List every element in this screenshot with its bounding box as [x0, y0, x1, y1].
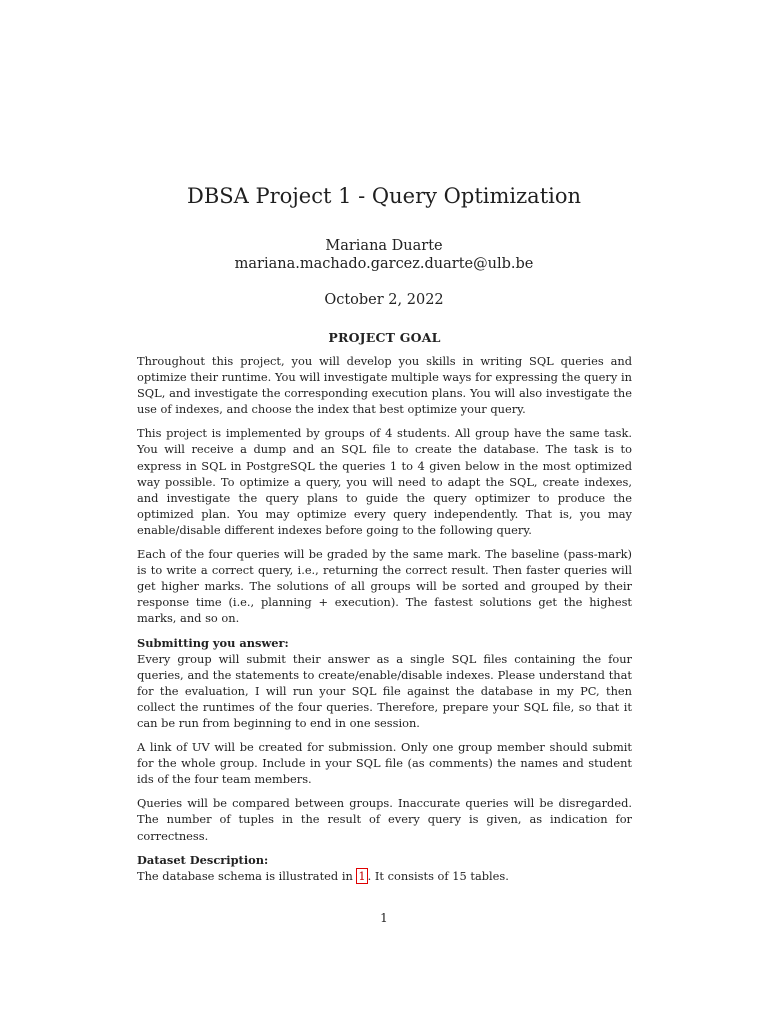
paragraph-groups: This project is implemented by groups of 4 students. All group have the same task. You will receive a dump and an SQL file to create the database. The task is to express in SQL in PostgreSQL the queries 1 to 4 given below in the most optimized way possible. To optimize a query, you will need to adapt the SQL, create indexes, and investigate the query plans to guide the query optimizer to produce the optimized plan. You may optimize every query independently. That is, you may enable/disable different indexes before going to the following query. [137, 426, 632, 537]
paragraph-submission-link: A link of UV will be created for submission. Only one group member should submit for the whole group. Include in your SQL file (as comments) the names and student ids of the four team members. [137, 740, 632, 787]
document-title: DBSA Project 1 - Query Optimization [186, 184, 582, 208]
subheading-dataset: Dataset Description: [137, 852, 269, 867]
paragraph-comparison: Queries will be compared between groups. Inaccurate queries will be disregarded. The number of tuples in the result of every query is given, as indication for correctness. [137, 796, 632, 843]
paragraph-submitting: Every group will submit their answer as a single SQL files containing the four queries, and the statements to create/enable/disable indexes. Please understand that for the evaluation, I will run your SQL file against the database in my PC, then collect the runtimes of the four queries. Therefore, prepare your SQL file, so that it can be run from beginning to end in one session. [137, 651, 632, 730]
subheading-submitting: Submitting you answer: [137, 635, 289, 650]
paragraph-grading: Each of the four queries will be graded by the same mark. The baseline (pass-mark) is to write a correct query, i.e., returning the correct result. Then faster queries will get higher marks. The solutions of all groups will be sorted and grouped by their response time (i.e., planning + execution). The fastest solutions get the highest marks, and so on. [137, 547, 632, 626]
page-number: 1 [380, 911, 388, 925]
author-name: Mariana Duarte [325, 238, 443, 254]
author-email: mariana.machado.garcez.duarte@ulb.be [234, 256, 534, 272]
paragraph-intro: Throughout this project, you will develop you skills in writing SQL queries and optimize their runtime. You will investigate multiple ways for expressing the query in SQL, and investigate the corresponding execution plans. You will also investigate the use of indexes, and choose the index that best optimize your query. [137, 354, 632, 417]
paragraph-dataset [137, 868, 632, 884]
author-block [0, 237, 768, 273]
dataset-text-after: . It consists of 15 tables. [367, 868, 509, 883]
figure-reference-link[interactable]: 1 [358, 868, 366, 883]
document-body [137, 330, 632, 892]
document-date: October 2, 2022 [324, 292, 444, 308]
section-heading: PROJECT GOAL [328, 330, 441, 345]
dataset-text-before: The database schema is illustrated in [137, 868, 357, 883]
